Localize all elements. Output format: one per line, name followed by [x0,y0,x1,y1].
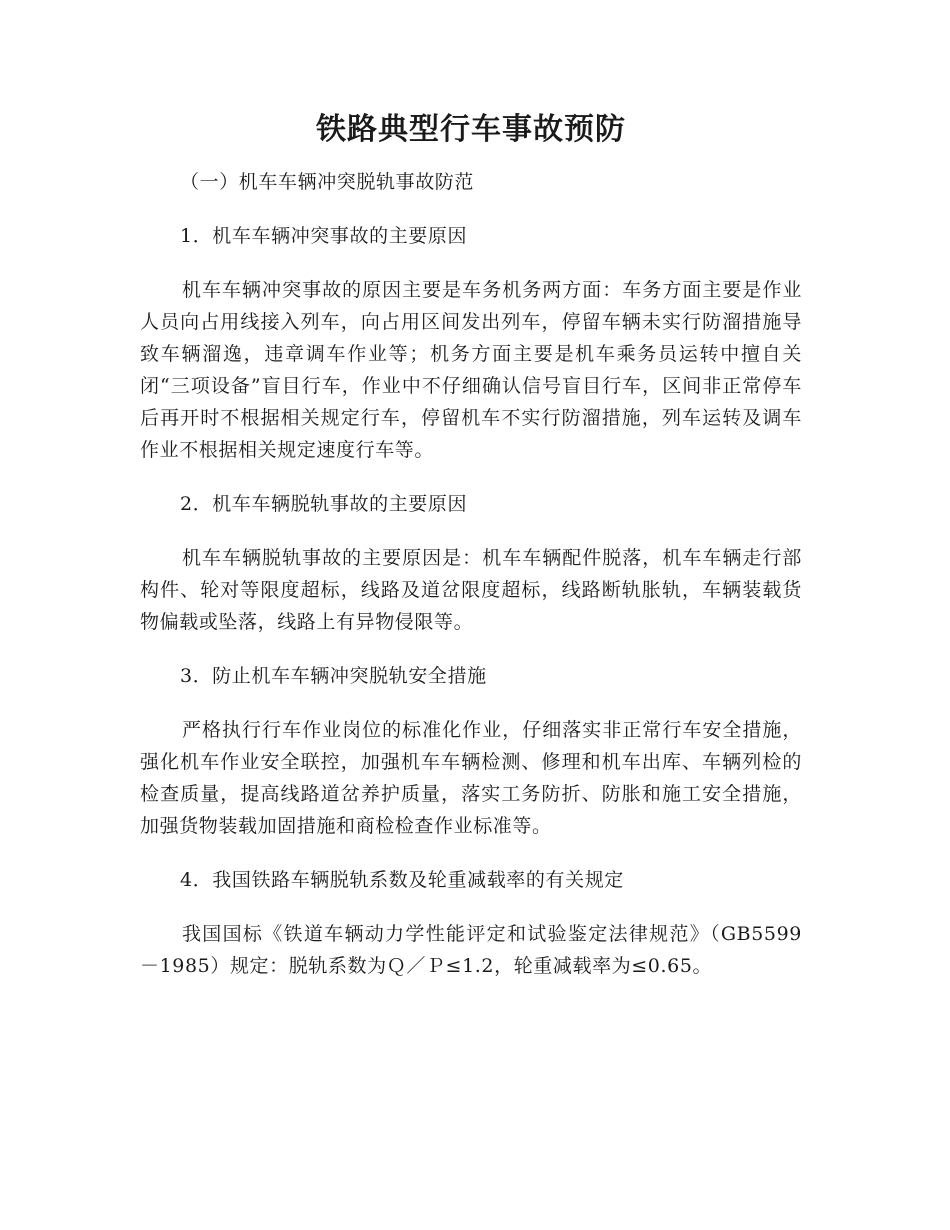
paragraph-2: 机车车辆脱轨事故的主要原因是：机车车辆配件脱落，机车车辆走行部构件、轮对等限度超标，线路及道岔限度超标，线路断轨胀轨，车辆装载货物偏载或坠落，线路上有异物侵限等。 [140,547,802,633]
subsection-heading-3: 3．防止机车车辆冲突脱轨安全措施 [180,665,487,687]
subsection-heading-2: 2．机车车辆脱轨事故的主要原因 [180,493,468,515]
section-heading: （一）机车车辆冲突脱轨事故防范 [180,171,475,193]
paragraph-1: 机车车辆冲突事故的原因主要是车务机务两方面：车务方面主要是作业人员向占用线接入列车，向占用区间发出列车，停留车辆未实行防溜措施导致车辆溜逸，违章调车作业等；机务方面主要是机车乘务员运转中擅自关闭“三项设备”盲目行车，作业中不仔细确认信号盲目行车，区间非正常停车后再开时不根据相关规定行车，停留机车不实行防溜措施，列车运转及调车作业不根据相关规定速度行车等。 [140,279,802,461]
subsection-heading-4: 4．我国铁路车辆脱轨系数及轮重减载率的有关规定 [180,869,624,891]
paragraph-3: 严格执行行车作业岗位的标准化作业，仔细落实非正常行车安全措施，强化机车作业安全联控，加强机车车辆检测、修理和机车出库、车辆列检的检查质量，提高线路道岔养护质量，落实工务防折、防胀和施工安全措施，加强货物装载加固措施和商检检查作业标准等。 [140,719,802,837]
document-title: 铁路典型行车事故预防 [316,112,626,147]
subsection-heading-1: 1．机车车辆冲突事故的主要原因 [180,225,468,247]
paragraph-4: 我国国标《铁道车辆动力学性能评定和试验鉴定法律规范》（GB5599－1985）规定：脱轨系数为Ｑ／Ｐ≤1.2，轮重减载率为≤0.65。 [140,923,802,977]
